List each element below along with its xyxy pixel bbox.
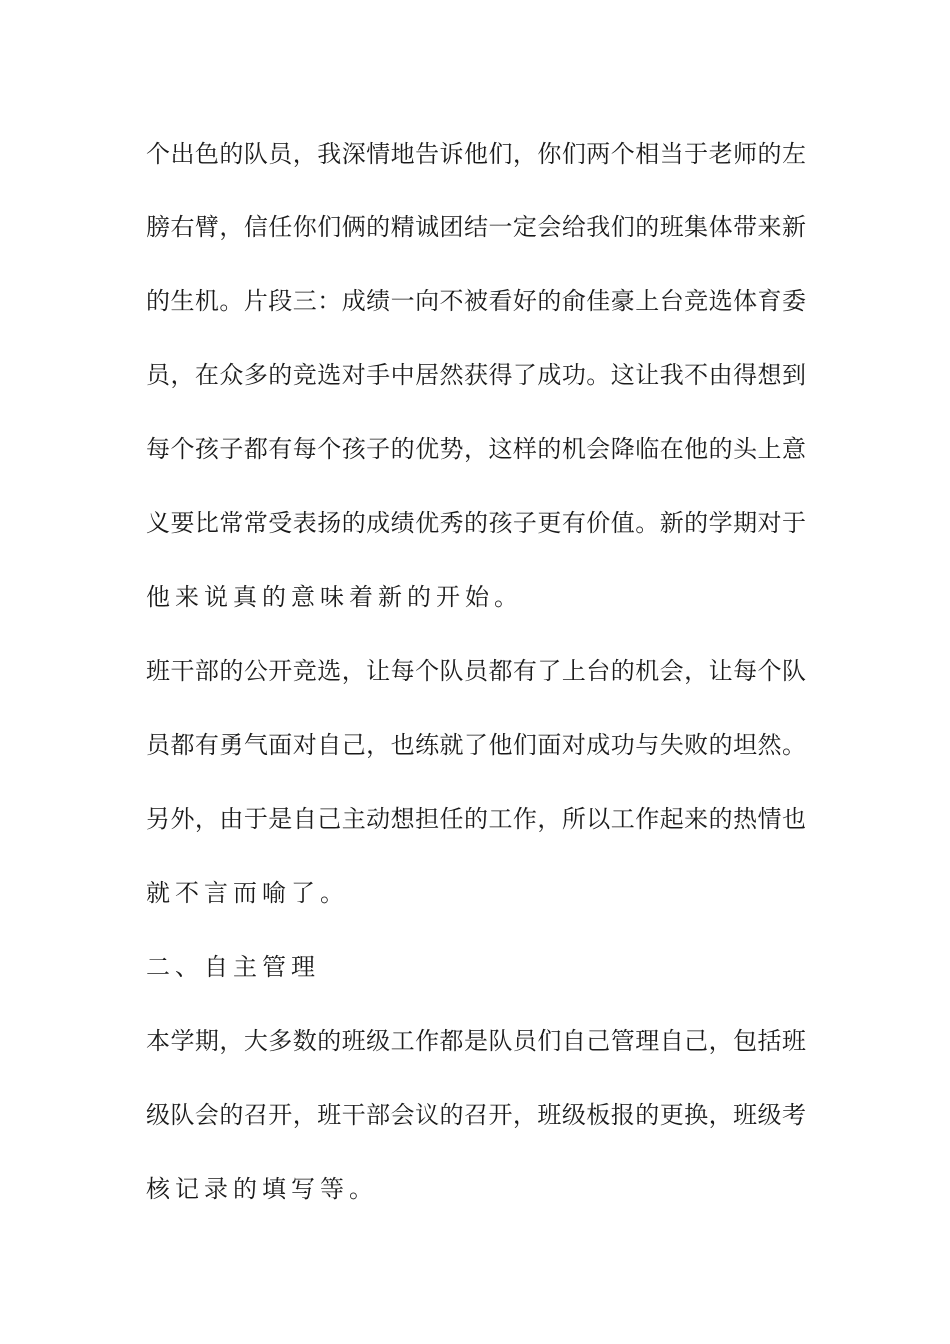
text-line: 个出色的队员，我深情地告诉他们，你们两个相当于老师的左 <box>146 140 806 168</box>
text-line: 另外，由于是自己主动想担任的工作，所以工作起来的热情也 <box>146 805 806 833</box>
text-line: 每个孩子都有每个孩子的优势，这样的机会降临在他的头上意 <box>146 435 806 463</box>
text-line: 本学期，大多数的班级工作都是队员们自己管理自己，包括班 <box>146 1027 806 1055</box>
text-line: 他来说真的意味着新的开始。 <box>146 583 523 611</box>
text-line: 班干部的公开竞选，让每个队员都有了上台的机会，让每个队 <box>146 657 806 685</box>
text-line: 员，在众多的竞选对手中居然获得了成功。这让我不由得想到 <box>146 361 806 389</box>
text-line: 的生机。片段三：成绩一向不被看好的俞佳豪上台竞选体育委 <box>146 287 806 315</box>
text-line: 级队会的召开，班干部会议的召开，班级板报的更换，班级考 <box>146 1101 806 1129</box>
section-heading: 二、自主管理 <box>146 953 320 981</box>
text-line: 员都有勇气面对自己，也练就了他们面对成功与失败的坦然。 <box>146 731 806 759</box>
text-line: 膀右臂，信任你们俩的精诚团结一定会给我们的班集体带来新 <box>146 213 806 241</box>
text-line: 义要比常常受表扬的成绩优秀的孩子更有价值。新的学期对于 <box>146 509 806 537</box>
text-line: 就不言而喻了。 <box>146 879 349 907</box>
text-line: 核记录的填写等。 <box>146 1175 378 1203</box>
